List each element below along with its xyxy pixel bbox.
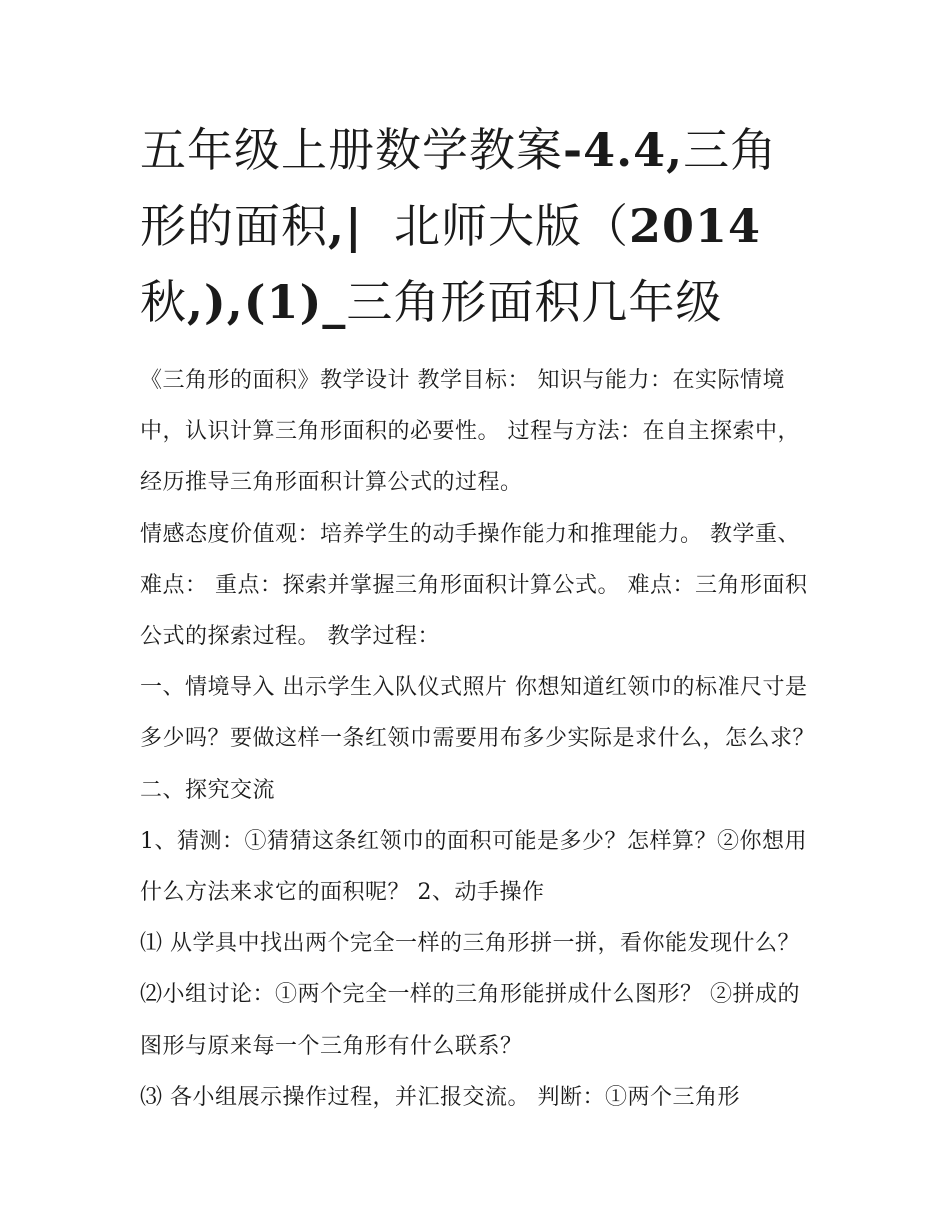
title-text: 三角 [683, 123, 778, 177]
title-text: 秋 [140, 275, 187, 329]
document-title [140, 112, 820, 340]
title-text: 五年级上册数学教案 [140, 123, 563, 177]
paragraph: 一、情境导入 出示学生入队仪式照片 你想知道红领巾的标准尺寸是多少吗？要做这样一条红领巾需要用布多少实际是求什么，怎么求？ 二、探究交流 [140, 675, 816, 803]
title-text: 三角形面积几年级 [346, 275, 723, 329]
title-text: 北师大版（ [394, 199, 629, 253]
paragraph: 《三角形的面积》教学设计 教学目标： 知识与能力：在实际情境中，认识计算三角形面积的必要性。 过程与方法：在自主探索中，经历推导三角形面积计算公式的过程。 [140, 368, 800, 496]
paragraph: 1、猜测：①猜猜这条红领巾的面积可能是多少？怎样算？②你想用什么方法来求它的面积呢？ 2、动手操作 [140, 828, 807, 906]
paragraph: ⑶ 各小组展示操作过程，并汇报交流。 判断：①两个三角形 [140, 1084, 740, 1110]
document-body [140, 355, 820, 1123]
paragraph: ⑴ 从学具中找出两个完全一样的三角形拼一拼，看你能发现什么？ ⑵小组讨论：①两个完全一样的三角形能拼成什么图形？ ②拼成的图形与原来每一个三角形有什么联系？ [140, 931, 800, 1059]
title-text: 2014 [629, 199, 762, 253]
title-text: 形的面积 [140, 199, 328, 253]
title-text: ,),(1)_ [187, 275, 347, 329]
title-text: -4.4, [563, 123, 684, 177]
title-text: ,| [328, 199, 363, 253]
paragraph: 情感态度价值观：培养学生的动手操作能力和推理能力。 教学重、难点： 重点：探索并掌握三角形面积计算公式。 难点：三角形面积公式的探索过程。 教学过程： [140, 521, 808, 650]
